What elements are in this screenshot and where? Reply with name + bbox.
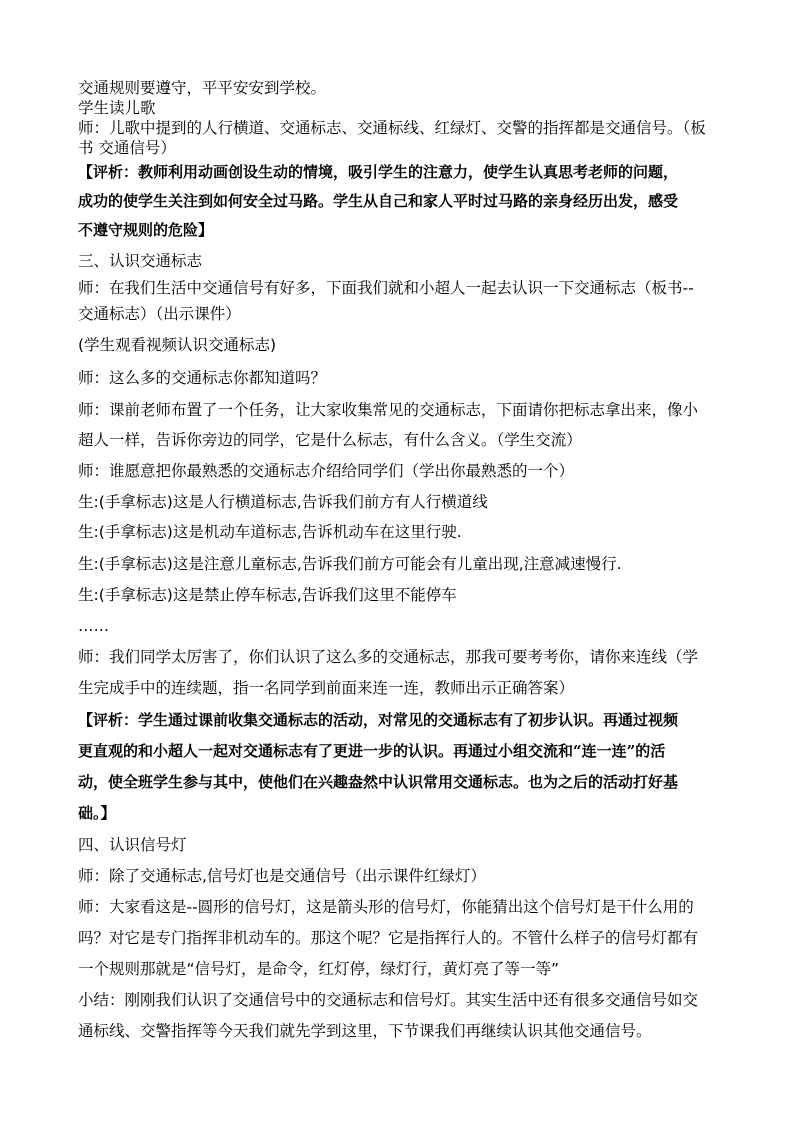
text-line: 师：课前老师布置了一个任务，让大家收集常见的交通标志，下面请你把标志拿出来，像小 [78,401,699,419]
text-line: 师：这么多的交通标志你都知道吗？ [78,369,327,387]
text-line: 交通标志）（出示课件） [78,305,241,323]
section-heading: 三、认识交通标志 [78,252,203,270]
comment-line: 成功的使学生关注到如何安全过马路。学生从自己和家人平时过马路的亲身经历出发，感受 [78,192,679,210]
text-line: 师：在我们生活中交通信号有好多，下面我们就和小超人一起去认识一下交通标志（板书-- [78,279,694,297]
comment-line: 【评析：教师利用动画创设生动的情境，吸引学生的注意力，使学生认真思考老师的问题， [78,163,679,181]
text-line: (学生观看视频认识交通标志) [78,336,277,354]
text-line: 小结：刚刚我们认识了交通信号中的交通标志和信号灯。其实生活中还有很多交通信号如交 [78,991,699,1009]
text-line: 一个规则那就是“信号灯，是命令，红灯停，绿灯行，黄灯亮了等一等” [78,960,560,978]
comment-line: 不遵守规则的危险】 [78,221,214,239]
text-line: 师：大家看这是--圆形的信号灯，这是箭头形的信号灯，你能猜出这个信号灯是干什么用的 [78,898,694,916]
comment-line: 础。】 [78,804,116,822]
text-line: 学生读儿歌 [78,99,156,117]
comment-line: 【评析：学生通过课前收集交通标志的活动，对常见的交通标志有了初步认识。再通过视频 [78,711,679,729]
comment-line: 动，使全班学生参与其中，使他们在兴趣盎然中认识常用交通标志。也为之后的活动打好基 [78,773,679,791]
text-line: 通标线、交警指挥等今天我们就先学到这里，下节课我们再继续认识其他交通信号。 [78,1022,652,1040]
text-line: 生:(手拿标志)这是禁止停车标志,告诉我们这里不能停车 [78,586,457,604]
ellipsis-line: …… [78,617,109,635]
text-line: 生:(手拿标志)这是人行横道标志,告诉我们前方有人行横道线 [78,493,488,511]
text-line: 书 交通信号） [78,139,176,157]
text-line: 师：除了交通标志,信号灯也是交通信号（出示课件红绿灯） [78,867,486,885]
text-line: 师：我们同学太厉害了，你们认识了这么多的交通标志，那我可要考考你，请你来连线（学 [78,648,699,666]
text-line: 吗？对它是专门指挥非机动车的。那这个呢？它是指挥行人的。不管什么样子的信号灯都有 [78,929,699,947]
comment-line: 更直观的和小超人一起对交通标志有了更进一步的认识。再通过小组交流和“连一连”的活 [78,742,666,760]
text-line: 生完成手中的连续题，指一名同学到前面来连一连，教师出示正确答案） [78,679,575,697]
text-line: 生:(手拿标志)这是注意儿童标志,告诉我们前方可能会有儿童出现,注意减速慢行. [78,555,622,573]
section-heading: 四、认识信号灯 [78,836,187,854]
text-line: 师：谁愿意把你最熟悉的交通标志介绍给同学们（学出你最熟悉的一个） [78,462,575,480]
text-line: 超人一样，告诉你旁边的同学，它是什么标志，有什么含义。（学生交流） [78,431,582,449]
text-line: 生:(手拿标志)这是机动车道标志,告诉机动车在这里行驶. [78,523,462,541]
text-line: 交通规则要遵守，平平安安到学校。 [78,79,327,97]
text-line: 师：儿歌中提到的人行横道、交通标志、交通标线、红绿灯、交警的指挥都是交通信号。（板 [78,119,706,137]
